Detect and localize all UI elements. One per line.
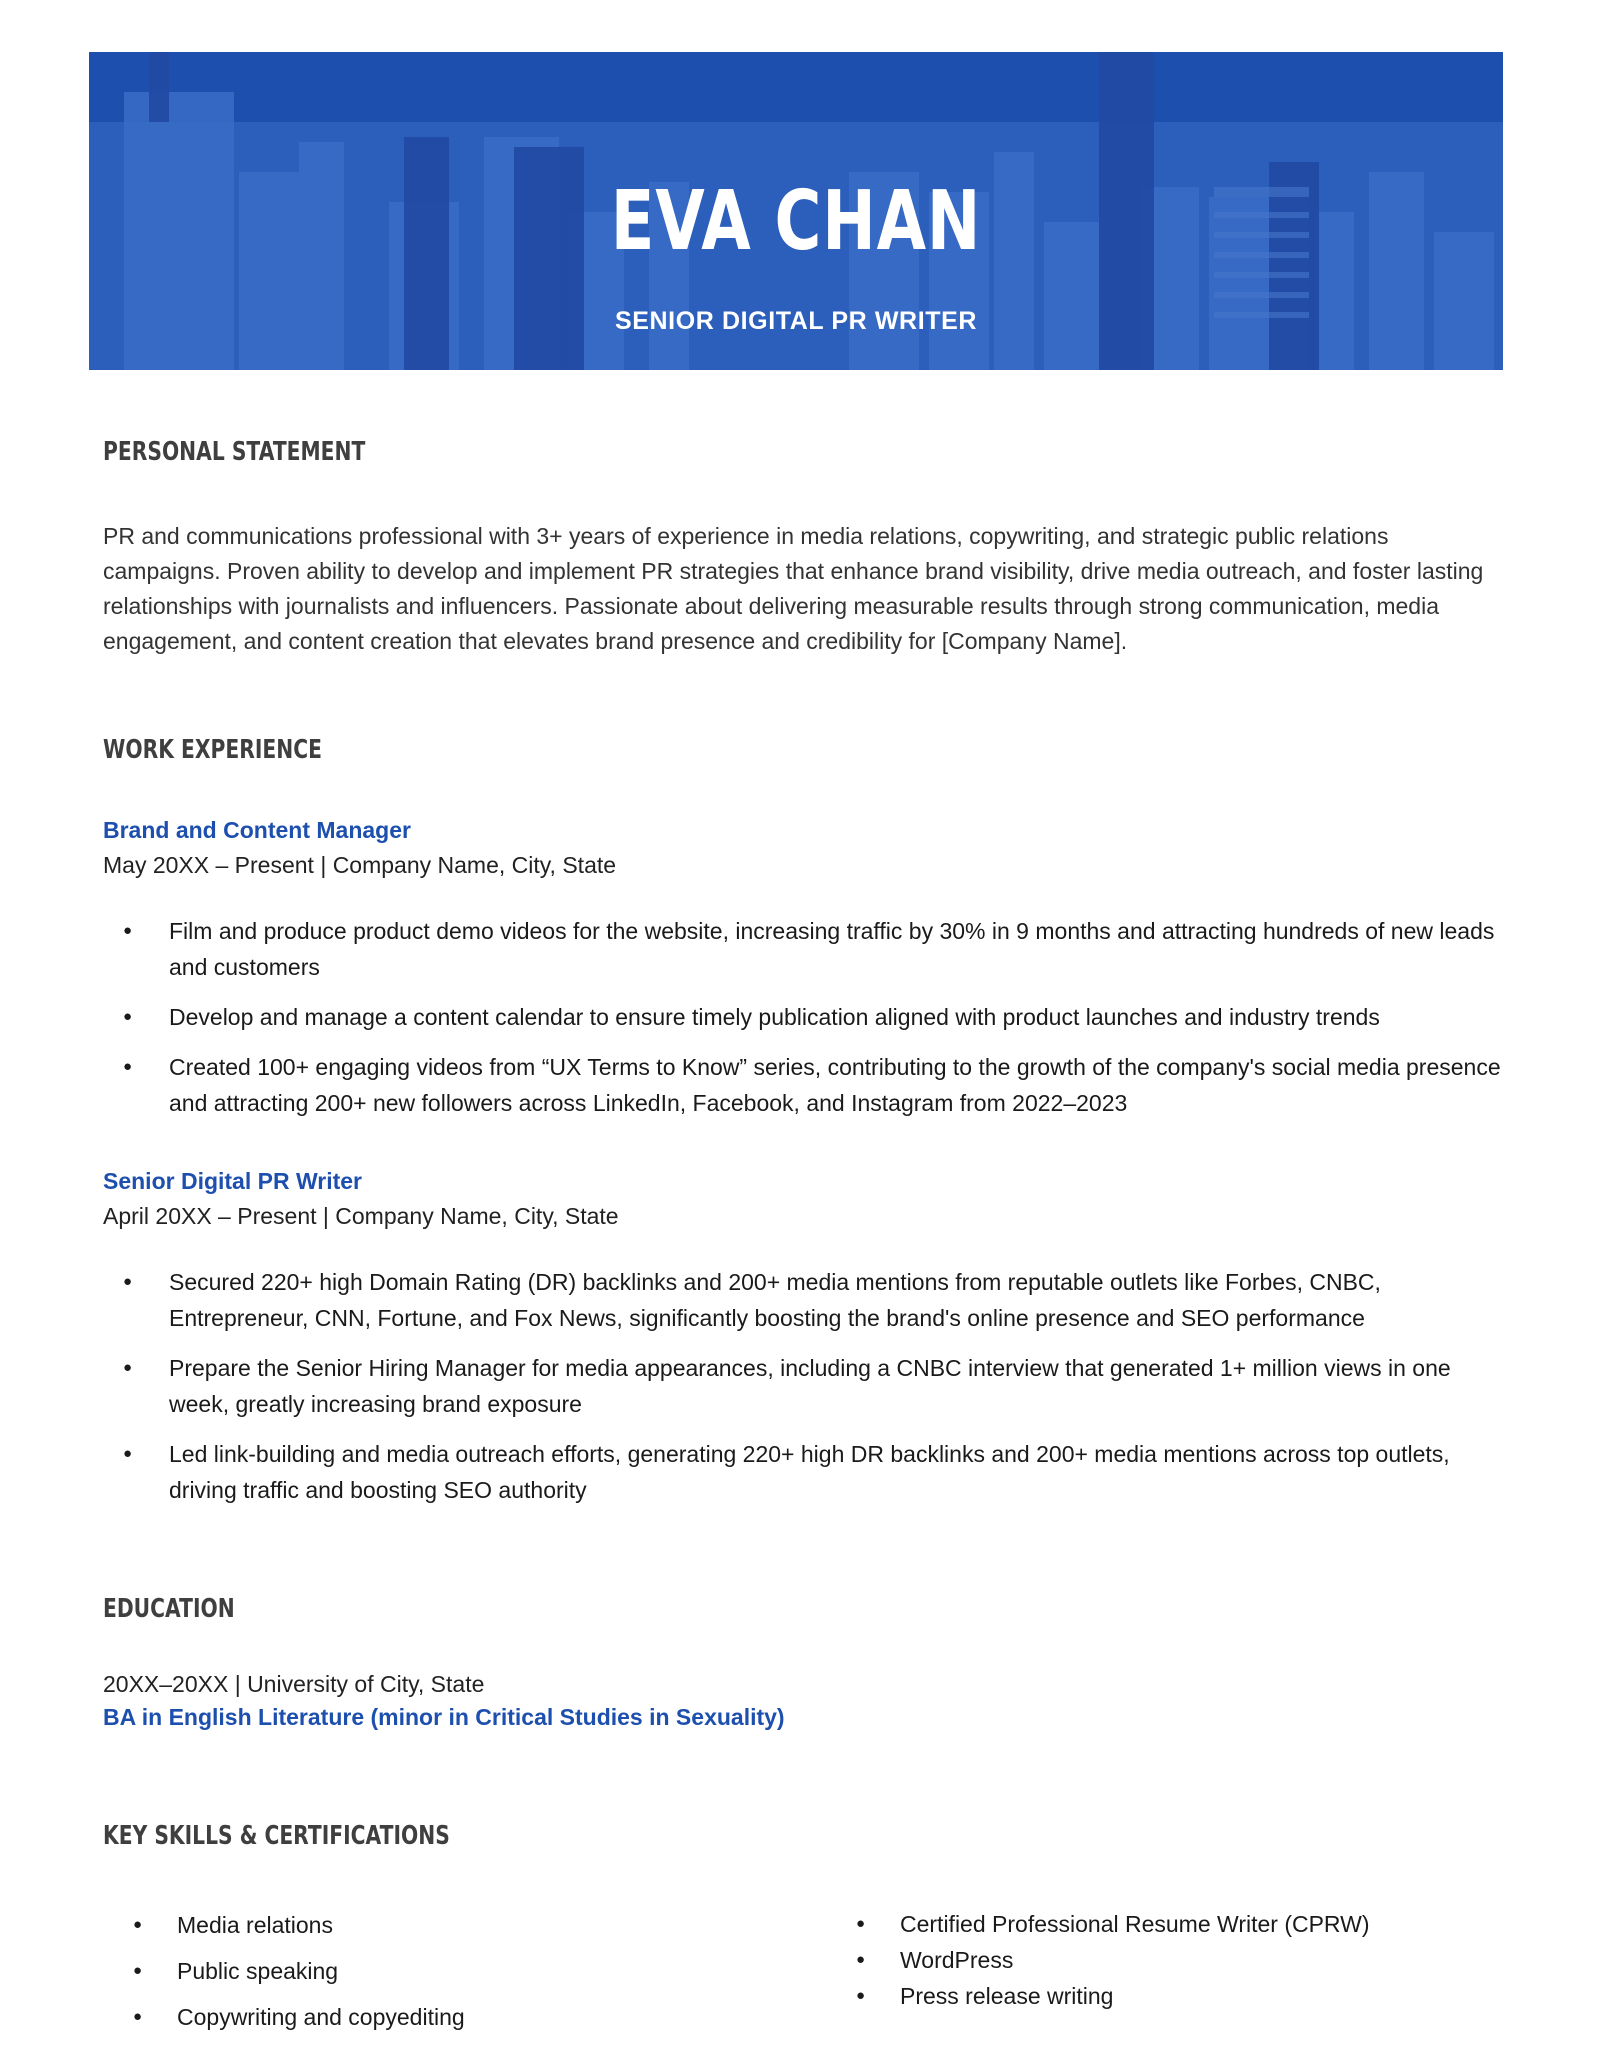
job-title-subtitle: SENIOR DIGITAL PR WRITER: [614, 307, 978, 335]
list-item: ● Certified Professional Resume Writer (CPRW): [856, 1906, 1370, 1942]
education-meta: 20XX–20XX | University of City, State: [103, 1671, 485, 1697]
job-bullet-list: [103, 1264, 1503, 1522]
list-item: ● Secured 220+ high Domain Rating (DR) backlinks and 200+ media mentions from reputable outlets like Forbes, CNBC, Entrepreneur, CNN, Fortune, and Fox News, significantly boosting the brand's online presence and SEO performance: [103, 1264, 1503, 1336]
section-heading-work-experience: WORK EXPERIENCE: [103, 735, 322, 765]
list-item: ● Public speaking: [133, 1948, 465, 1994]
job-title: Brand and Content Manager: [103, 817, 411, 843]
personal-statement-text: PR and communications professional with 3+ years of experience in media relations, copywriting, and strategic public relations campaigns. Proven ability to develop and implement PR strategies that enhance brand visibility, drive media outreach, and foster lasting relationships with journalists and influencers. Passionate about delivering measurable results through strong communication, media engagement, and content creation that elevates brand presence and credibility for [Company Name].: [103, 523, 1484, 654]
candidate-name: EVA CHAN: [610, 174, 982, 269]
header-banner: [89, 52, 1503, 370]
section-heading-education: EDUCATION: [103, 1594, 235, 1624]
list-item: ● Develop and manage a content calendar to ensure timely publication aligned with product launches and industry trends: [103, 999, 1503, 1035]
list-item: ● Film and produce product demo videos for the website, increasing traffic by 30% in 9 months and attracting hundreds of new leads and customers: [103, 913, 1503, 985]
skills-list-right: [856, 1906, 1370, 2014]
job-bullet-list: [103, 913, 1503, 1135]
list-item: ● WordPress: [856, 1942, 1370, 1978]
list-item: ● Copywriting and copyediting: [133, 1994, 465, 2040]
skills-list-left: [133, 1902, 465, 2040]
list-item: ● Led link-building and media outreach efforts, generating 220+ high DR backlinks and 200+ media mentions across top outlets, driving traffic and boosting SEO authority: [103, 1436, 1503, 1508]
job-meta: May 20XX – Present | Company Name, City, State: [103, 852, 617, 878]
section-heading-key-skills: KEY SKILLS & CERTIFICATIONS: [103, 1821, 450, 1851]
list-item: ● Created 100+ engaging videos from “UX Terms to Know” series, contributing to the growth of the company's social media presence and attracting 200+ new followers across LinkedIn, Facebook, and Instagram from 2022–2023: [103, 1049, 1503, 1121]
education-degree: BA in English Literature (minor in Critical Studies in Sexuality): [103, 1704, 785, 1730]
job-meta: April 20XX – Present | Company Name, City, State: [103, 1203, 619, 1229]
job-title: Senior Digital PR Writer: [103, 1168, 363, 1194]
list-item: ● Media relations: [133, 1902, 465, 1948]
section-heading-personal-statement: PERSONAL STATEMENT: [103, 437, 366, 467]
list-item: ● Press release writing: [856, 1978, 1370, 2014]
list-item: ● Prepare the Senior Hiring Manager for media appearances, including a CNBC interview that generated 1+ million views in one week, greatly increasing brand exposure: [103, 1350, 1503, 1422]
